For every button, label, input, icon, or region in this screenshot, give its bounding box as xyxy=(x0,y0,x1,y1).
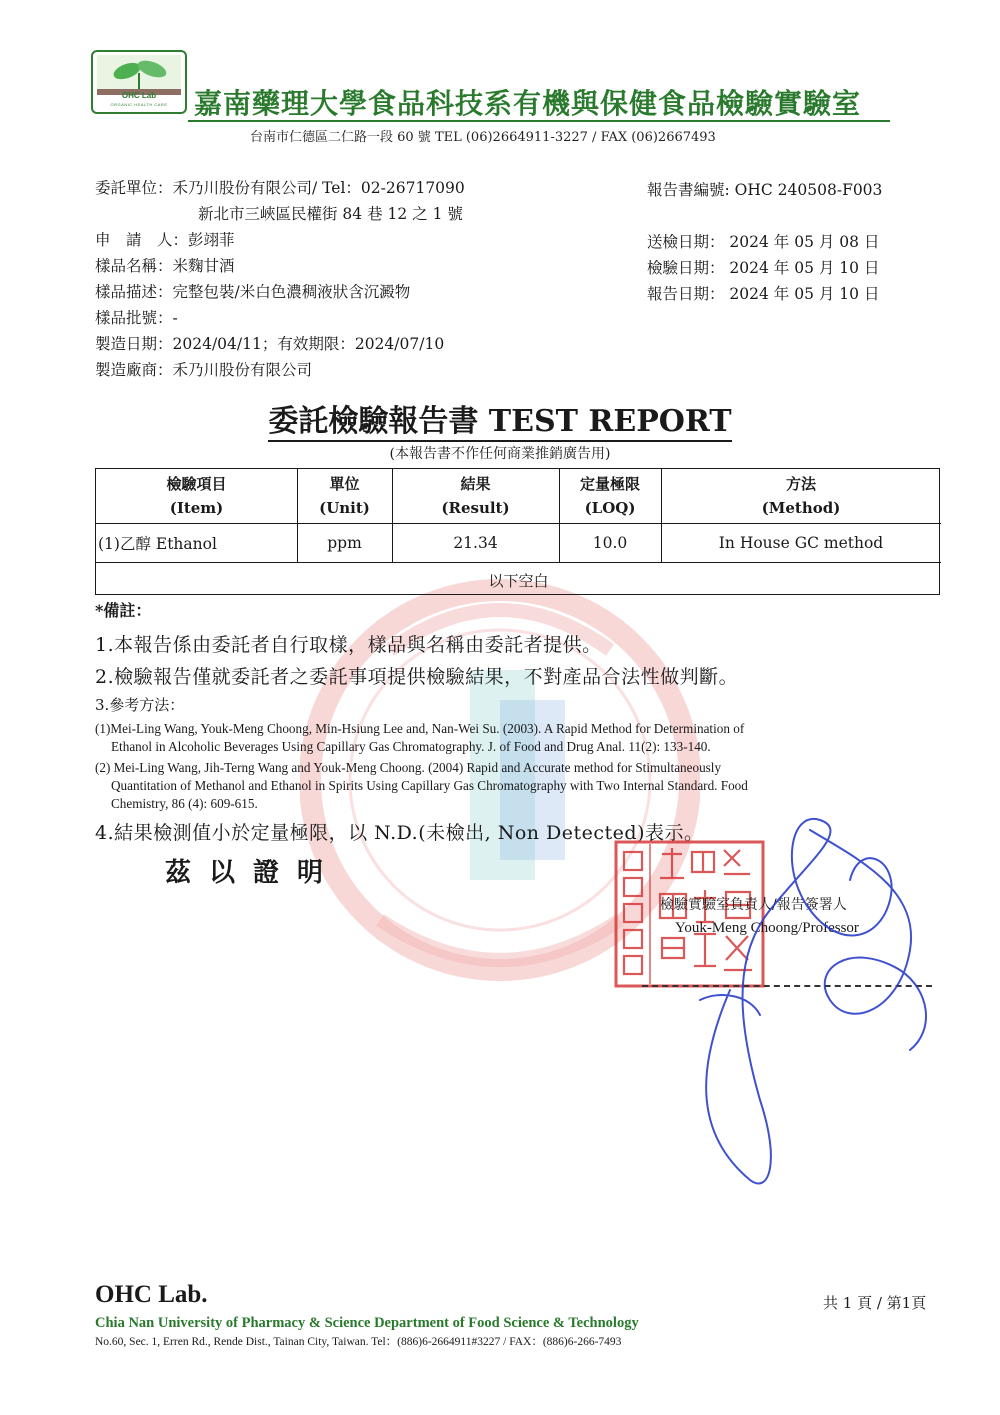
reference-1: (1)Mei-Ling Wang, Youk-Meng Choong, Min-Hsiung Lee and, Nan-Wei Su. (2003). A Rapid Method for Determination of Ethanol in Alcoholic Beverages Using Capillary Gas Chromatography. J. of Food and Drug Anal. 11(2): 133-140. xyxy=(95,721,745,754)
header-item: 檢驗項目 (Item) xyxy=(166,475,227,517)
report-subtitle: (本報告書不作任何商業推銷廣告用) xyxy=(389,446,611,462)
row-divider xyxy=(96,562,941,563)
header-result: 結果 (Result) xyxy=(441,475,510,517)
applicant: 申 請 人：彭翊菲 xyxy=(95,231,235,249)
note-1: 1.本報告係由委託者自行取樣，樣品與名稱由委託者提供。 xyxy=(95,634,602,656)
footer-university: Chia Nan University of Pharmacy & Science Department of Food Science & Technology xyxy=(95,1315,639,1331)
header-loq: 定量極限 (LOQ) xyxy=(579,475,640,517)
cell-result: 21.34 xyxy=(453,534,498,552)
lab-logo xyxy=(91,50,187,114)
lab-address: 台南市仁德區二仁路一段 60 號 TEL (06)2664911-3227 / FAX (06)2667493 xyxy=(250,130,716,145)
signatory-name: Youk-Meng Choong/Professor xyxy=(675,920,859,936)
report-number: 報告書編號: OHC 240508-F003 xyxy=(647,181,883,199)
cell-item: (1)乙醇 Ethanol xyxy=(98,535,217,553)
header-unit: 單位 (Unit) xyxy=(319,475,370,517)
cell-method: In House GC method xyxy=(718,534,884,552)
handwritten-signature xyxy=(660,800,950,1185)
reference-2: (2) Mei-Ling Wang, Jih-Terng Wang and Youk-Meng Choong. (2004) Rapid and Accurate method for Stimultaneously Quantitation of Methanol and Ethanol in Spirits Using Capillary Gas Chromatography with Two Internal Standard. Food Chemistry, 86 (4): 609-615. xyxy=(95,760,748,811)
report-title: 委託檢驗報告書 TEST REPORT xyxy=(0,396,1000,440)
sprout-icon xyxy=(97,55,181,95)
cell-unit: ppm xyxy=(327,534,362,552)
client-address: 新北市三峽區民權街 84 巷 12 之 1 號 xyxy=(198,205,463,223)
client-info xyxy=(95,175,465,383)
notes-heading: *備註： xyxy=(95,601,152,620)
manufacture-date: 製造日期：2024/04/11；有效期限：2024/07/10 xyxy=(95,335,445,353)
report-date: 報告日期： 2024 年 05 月 10 日 xyxy=(647,285,880,303)
footer-address: No.60, Sec. 1, Erren Rd., Rende Dist., Tainan City, Taiwan. Tel：(886)6-2664911#3227 / FAX：(886)6-266-7493 xyxy=(95,1336,622,1348)
certification-statement: 茲以證明 xyxy=(165,858,342,888)
sample-description: 樣品描述：完整包裝/米白色濃稠液狀含沉澱物 xyxy=(95,283,411,301)
test-date: 檢驗日期： 2024 年 05 月 10 日 xyxy=(647,259,880,277)
note-3: 3.參考方法： xyxy=(95,696,185,714)
received-date: 送檢日期： 2024 年 05 月 08 日 xyxy=(647,233,880,251)
header-rule xyxy=(188,120,890,122)
page-count: 共 1 頁 / 第1頁 xyxy=(823,1294,927,1312)
cell-loq: 10.0 xyxy=(592,534,628,552)
batch-number: 樣品批號：- xyxy=(95,309,178,327)
blank-below-note: 以下空白 xyxy=(488,572,549,590)
client: 委託單位：禾乃川股份有限公司/ Tel：02-26717090 xyxy=(95,179,465,197)
header-divider xyxy=(96,523,941,524)
manufacturer: 製造廠商：禾乃川股份有限公司 xyxy=(95,361,313,379)
note-2: 2.檢驗報告僅就委託者之委託事項提供檢驗結果，不對產品合法性做判斷。 xyxy=(95,666,739,688)
header-method: 方法 (Method) xyxy=(761,475,841,517)
lab-name: 嘉南藥理大學食品科技系有機與保健食品檢驗實驗室 xyxy=(194,87,862,120)
sample-name: 樣品名稱：米麴甘酒 xyxy=(95,257,235,275)
signatory-role: 檢驗實驗室負責人/報告簽署人 xyxy=(660,897,847,913)
logo-text: OHC Lab xyxy=(121,91,157,100)
footer-lab-name: OHC Lab. xyxy=(95,1281,208,1308)
logo-subtext: ORGANIC HEALTH CARE xyxy=(110,102,168,107)
results-table xyxy=(95,468,940,595)
note-4: 4.結果檢測值小於定量極限，以 N.D.(未檢出, Non Detected)表示。 xyxy=(95,822,704,844)
